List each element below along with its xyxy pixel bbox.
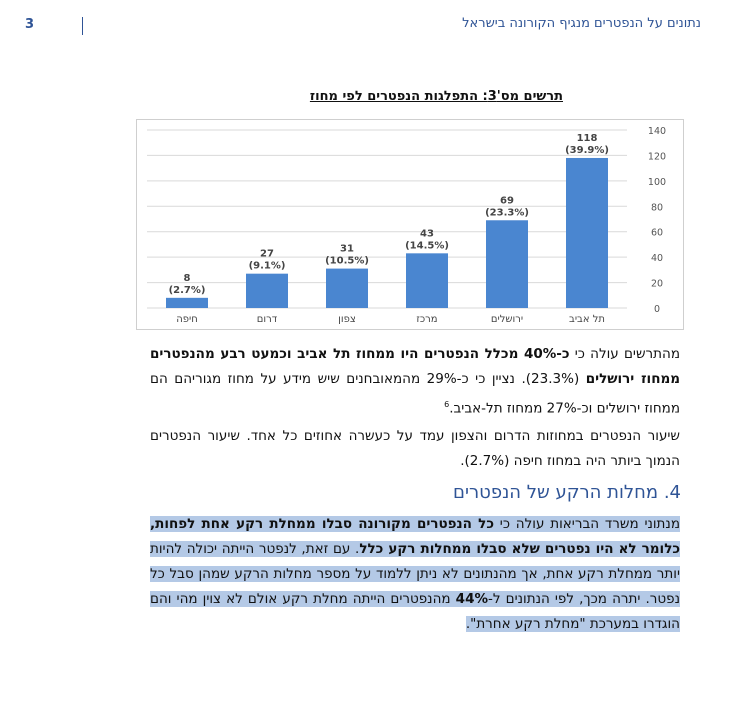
section4-end: מהנפטרים הייתה מחלת רקע אולם לא צוין מהי והם הוגדרו במערכת "מחלת רקע אחרת". <box>150 591 680 632</box>
y-tick-label: 60 <box>650 227 664 239</box>
y-tick-label: 120 <box>647 151 667 163</box>
category-label: דרום <box>256 314 278 325</box>
bar-chart-svg <box>137 120 683 329</box>
data-label-value: 69 <box>500 195 514 207</box>
data-label-value: 118 <box>576 132 598 144</box>
page-number: 3 <box>25 17 35 32</box>
category-label: תל אביב <box>569 314 605 325</box>
data-label-percent: (39.9%) <box>565 144 609 156</box>
data-label-value: 31 <box>340 243 354 255</box>
bar <box>566 158 608 308</box>
paragraph1-bold: כ-40% מכלל הנפטרים היו ממחוז תל אביב וכמעט רבע מהנפטרים ממחוז ירושלים <box>150 346 681 387</box>
section4-percent: 44% <box>455 591 488 607</box>
bar <box>406 253 448 308</box>
y-tick-label: 0 <box>653 304 661 315</box>
category-label: מרכז <box>416 314 438 325</box>
data-label-value: 27 <box>260 248 274 260</box>
data-label-percent: (9.1%) <box>248 260 286 272</box>
y-tick-label: 80 <box>650 202 664 214</box>
paragraph2-text: שיעור הנפטרים במחוזות הדרום והצפון עמד על כעשרה אחוזים כל אחד. שיעור הנפטרים הנמוך ביותר היה במחוז חיפה (2.7%). <box>150 428 680 469</box>
section-heading: 4. מחלות הרקע של הנפטרים <box>453 482 681 503</box>
footnote-ref[interactable]: 6 <box>444 400 450 409</box>
section4-intro: מנתוני משרד הבריאות עולה כי <box>493 516 680 532</box>
paragraph1-intro: מהתרשים עולה כי <box>569 346 680 362</box>
paragraph-district-findings <box>150 342 680 422</box>
y-tick-label: 40 <box>650 253 664 265</box>
data-label-value: 8 <box>183 272 191 284</box>
bar <box>486 220 528 308</box>
data-label-percent: (23.3%) <box>485 207 529 219</box>
y-tick-label: 20 <box>650 278 664 290</box>
chart-title: תרשים מס'3: התפלגות הנפטרים לפי מחוז <box>309 89 563 104</box>
document-header-title: נתונים על הנפטרים מנגיף הקורונה בישראל <box>462 16 701 31</box>
header-divider <box>82 17 83 35</box>
paragraph-background-diseases <box>150 512 680 637</box>
bar-chart <box>136 119 684 330</box>
category-label: ירושלים <box>490 314 524 325</box>
data-label-percent: (2.7%) <box>168 284 206 296</box>
paragraph-south-north <box>150 424 680 474</box>
category-label: חיפה <box>176 314 198 325</box>
category-label: צפון <box>338 314 356 325</box>
bar <box>166 298 208 308</box>
data-label-percent: (14.5%) <box>405 240 449 252</box>
y-tick-label: 100 <box>647 176 667 188</box>
y-tick-label: 140 <box>647 126 667 137</box>
section4-bold: כל הנפטרים מקורונה סבלו ממחלת רקע אחת לפחות, כלומר לא היו נפטרים שלא סבלו ממחלות רקע כלל <box>150 516 681 557</box>
data-label-value: 43 <box>420 228 434 240</box>
bar <box>246 274 288 308</box>
bar <box>326 269 368 308</box>
paragraph1-rest: (23.3%). נציין כי כ-29% מהמאובחנים שיש מידע על מחוז מגוריהם הם ממחוז ירושלים וכ-27% ממחוז תל-אביב. <box>150 371 680 417</box>
section4-middle: . עם זאת, לנפטר הייתה יכולה להיות יותר ממחלת רקע אחת, אך מהנתונים לא ניתן ללמוד על מספר מחלות הרקע שמהן סבל כל נפטר. יתרה מכך, לפי הנתונים ל- <box>150 541 680 607</box>
data-label-percent: (10.5%) <box>325 255 369 267</box>
